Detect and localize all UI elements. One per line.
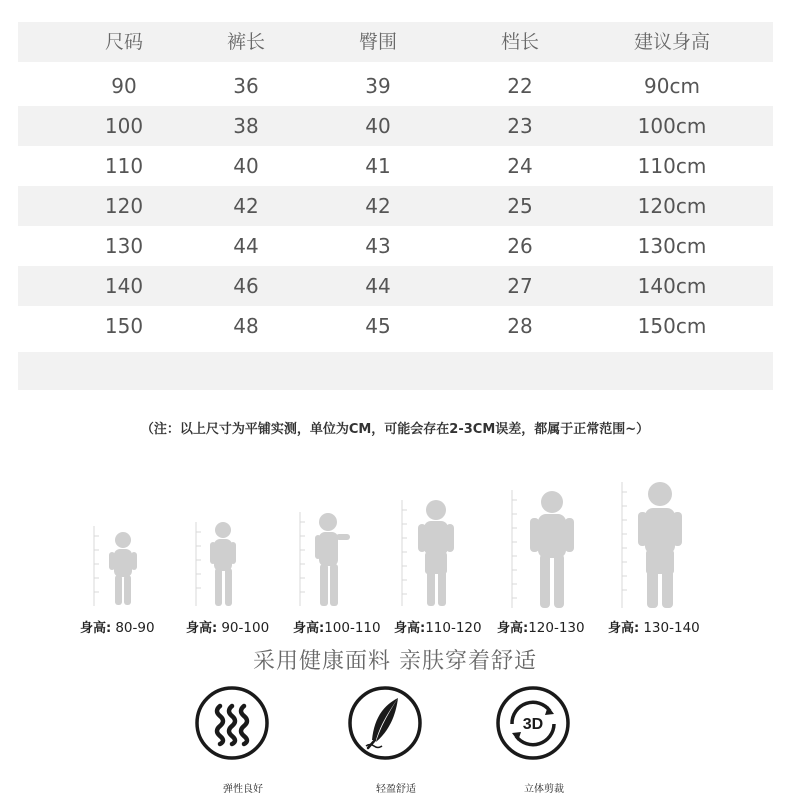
cell-length: 36 <box>233 74 259 98</box>
cell-length: 44 <box>233 234 259 258</box>
header-hip: 臀围 <box>358 31 397 53</box>
feature-elastic <box>193 684 293 795</box>
height-range: 110-120 <box>425 620 482 636</box>
cell-length: 48 <box>233 314 259 338</box>
header-size: 尺码 <box>104 31 143 53</box>
height-label-key: 身高: <box>394 621 426 636</box>
table-row <box>18 306 773 346</box>
child-figure-1 <box>90 520 150 610</box>
table-row <box>18 186 773 226</box>
cell-length: 38 <box>233 114 259 138</box>
cell-height: 130cm <box>637 234 707 258</box>
feather-icon <box>346 684 424 762</box>
cell-height: 110cm <box>637 154 707 178</box>
cell-size: 130 <box>104 234 144 258</box>
height-label <box>497 617 585 636</box>
child-silhouette-icon <box>192 518 252 610</box>
header-height: 建议身高 <box>633 31 710 53</box>
table-row <box>18 106 773 146</box>
cell-height: 140cm <box>637 274 707 298</box>
cell-hip: 43 <box>365 234 391 258</box>
feature-lightweight <box>346 684 446 795</box>
fabric-tagline: 采用健康面料 亲肤穿着舒适 <box>253 649 537 674</box>
child-silhouette-icon <box>90 520 150 610</box>
table-header-row <box>18 22 773 62</box>
child-silhouette-icon <box>508 486 584 612</box>
cell-hip: 45 <box>365 314 391 338</box>
height-label-key: 身高: <box>608 621 640 636</box>
height-range: 120-130 <box>528 620 585 636</box>
cell-size: 120 <box>104 194 144 218</box>
feature-3d-cut <box>494 684 594 795</box>
cell-size: 100 <box>104 114 144 138</box>
child-figure-5 <box>508 486 584 612</box>
table-row <box>18 226 773 266</box>
child-figure-2 <box>192 518 252 610</box>
height-label <box>80 617 155 636</box>
height-label-key: 身高: <box>497 621 529 636</box>
table-row <box>18 266 773 306</box>
cell-crotch: 27 <box>507 274 533 298</box>
cell-hip: 39 <box>365 74 391 98</box>
child-silhouette-icon <box>398 496 468 610</box>
cell-length: 40 <box>233 154 259 178</box>
header-pants-length: 裤长 <box>226 31 265 53</box>
cell-size: 110 <box>104 154 144 178</box>
measurement-note: （注：以上尺寸为平铺实测，单位为CM，可能会存在2-3CM误差，都属于正常范围~） <box>140 422 650 437</box>
height-label-key: 身高: <box>80 621 112 636</box>
cell-height: 120cm <box>637 194 707 218</box>
cell-hip: 41 <box>365 154 391 178</box>
cell-size: 90 <box>111 74 137 98</box>
feature-label: 轻盈舒适 <box>376 784 416 795</box>
child-figure-6 <box>618 478 698 612</box>
table-footer-band <box>18 352 773 390</box>
child-figure-4 <box>398 496 468 610</box>
cell-size: 140 <box>104 274 144 298</box>
cell-size: 150 <box>104 314 144 338</box>
height-range: 130-140 <box>643 620 700 636</box>
cell-crotch: 26 <box>507 234 533 258</box>
cell-crotch: 25 <box>507 194 533 218</box>
child-silhouette-icon <box>296 508 360 610</box>
table-row <box>18 66 773 106</box>
height-range: 80-90 <box>115 620 155 636</box>
feature-label: 立体剪裁 <box>524 784 564 795</box>
cell-hip: 42 <box>365 194 391 218</box>
feature-label: 弹性良好 <box>223 784 263 795</box>
cell-height: 90cm <box>644 74 700 98</box>
cell-height: 150cm <box>637 314 707 338</box>
cell-crotch: 28 <box>507 314 533 338</box>
cell-length: 46 <box>233 274 259 298</box>
height-label-key: 身高: <box>186 621 218 636</box>
elastic-waves-icon <box>193 684 271 762</box>
height-label-key: 身高: <box>293 621 325 636</box>
height-range: 100-110 <box>324 620 381 636</box>
child-figure-3 <box>296 508 360 610</box>
table-row <box>18 146 773 186</box>
height-label <box>608 617 700 636</box>
cell-crotch: 22 <box>507 74 533 98</box>
height-range: 90-100 <box>221 620 270 636</box>
child-silhouette-icon <box>618 478 698 612</box>
cell-length: 42 <box>233 194 259 218</box>
height-label <box>293 617 381 636</box>
3d-cut-icon <box>494 684 572 762</box>
header-crotch: 档长 <box>500 31 539 53</box>
cell-crotch: 24 <box>507 154 533 178</box>
cell-crotch: 23 <box>507 114 533 138</box>
3d-badge-text: 3D <box>522 716 544 733</box>
cell-height: 100cm <box>637 114 707 138</box>
height-label <box>394 617 482 636</box>
cell-hip: 40 <box>365 114 391 138</box>
height-label <box>186 617 269 636</box>
cell-hip: 44 <box>365 274 391 298</box>
